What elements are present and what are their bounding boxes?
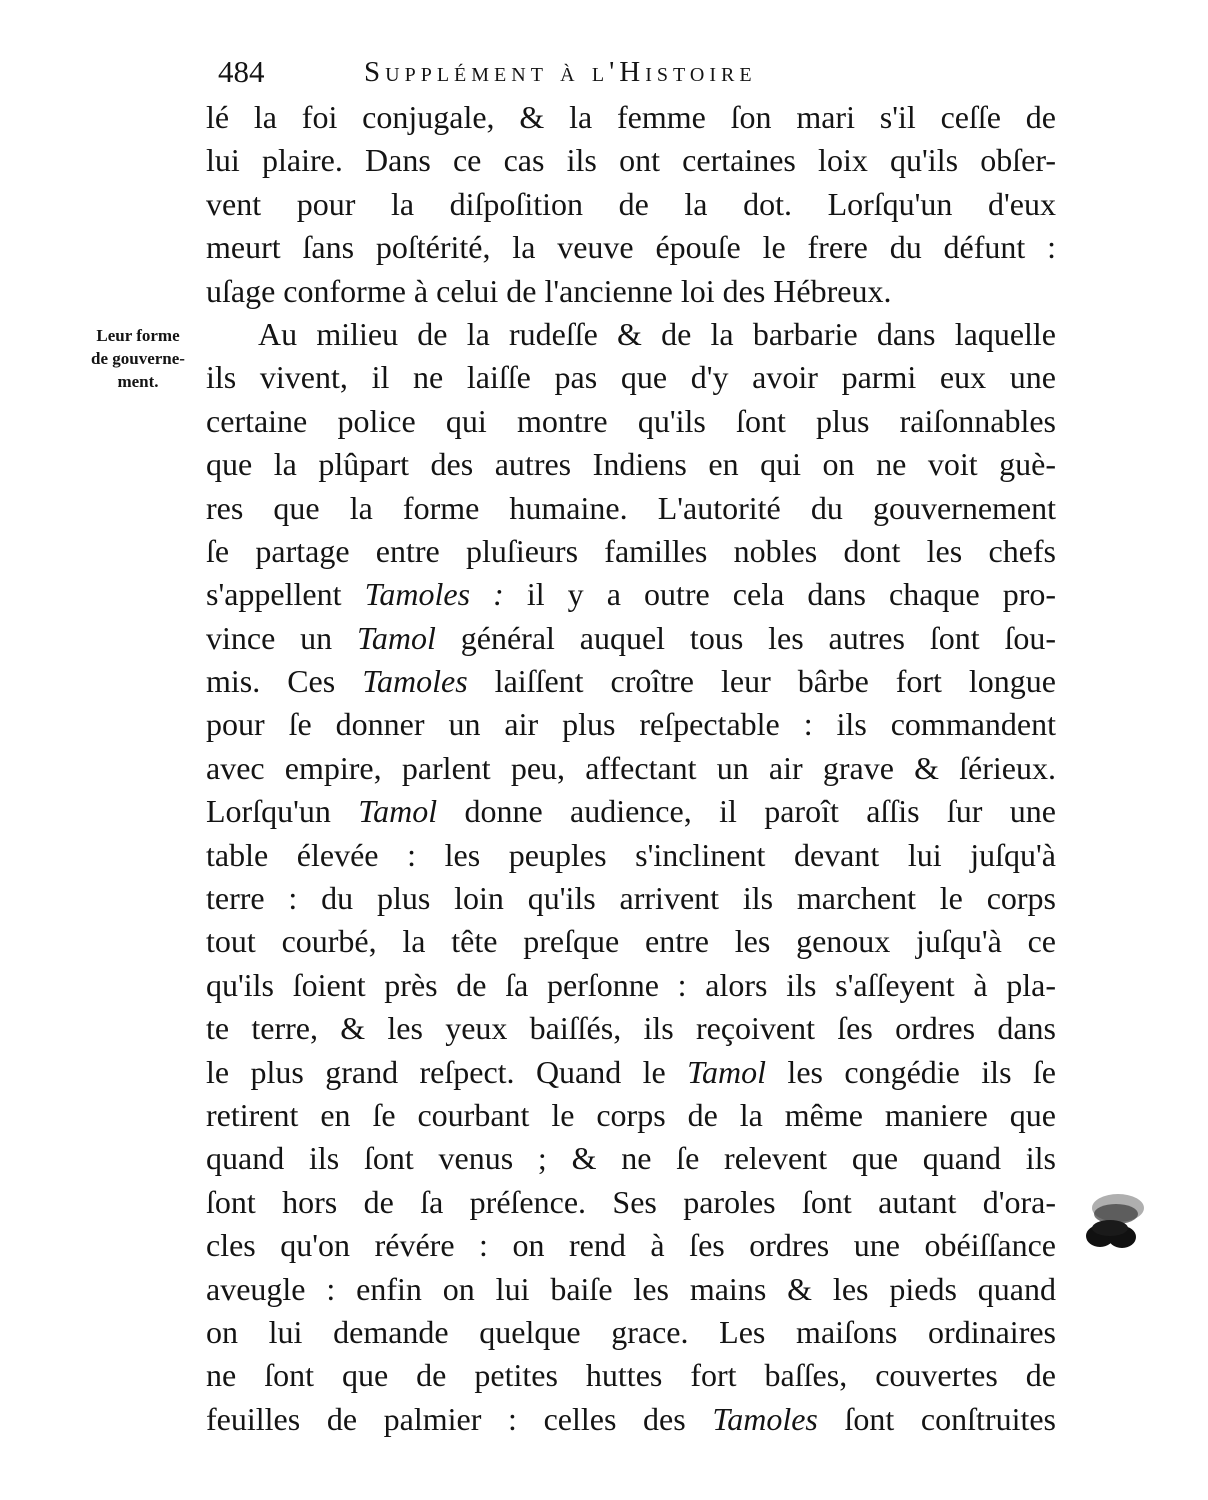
text-line: ils vivent, il ne laiſſe pas que d'y avoir parmi eux une [206, 359, 1056, 396]
text-line: retirent en ſe courbant le corps de la même maniere que [206, 1096, 1056, 1133]
text-line: mis. Ces Tamoles laiſſent croître leur bârbe fort longue [206, 663, 1057, 700]
text-line: ne ſont que de petites huttes fort baſſes, couvertes de [206, 1357, 1056, 1394]
text-line: aveugle : enfin on lui baiſe les mains & les pieds quand [206, 1270, 1056, 1307]
text-line: pour ſe donner un air plus reſpectable : ils commandent [206, 706, 1056, 743]
page-header [218, 50, 978, 94]
text-line: meurt ſans poſtérité, la veuve épouſe le frere du défunt : [206, 229, 1056, 266]
text-line: qu'ils ſoient près de ſa perſonne : alors ils s'aſſeyent à pla- [206, 966, 1056, 1003]
text-line: tout courbé, la tête preſque entre les genoux juſqu'à ce [206, 923, 1056, 960]
text-line: terre : du plus loin qu'ils arrivent ils marchent le corps [206, 880, 1056, 917]
text-line: ſont hors de ſa préſence. Ses paroles ſont autant d'ora- [206, 1183, 1056, 1220]
text-line: que la plûpart des autres Indiens en qui on ne voit guè- [206, 446, 1056, 483]
text-line: on lui demande quelque grace. Les maiſons ordinaires [206, 1313, 1056, 1350]
text-line: quand ils ſont venus ; & ne ſe relevent que quand ils [206, 1140, 1056, 1177]
ink-blot-mark [1080, 1190, 1150, 1252]
body-text [206, 96, 1056, 1441]
margin-note-line: Leur forme [96, 326, 180, 345]
text-line: table élevée : les peuples s'inclinent devant lui juſqu'à [206, 836, 1056, 873]
text-line: certaine police qui montre qu'ils ſont plus raiſonnables [206, 402, 1056, 439]
text-line: uſage conforme à celui de l'ancienne loi des Hébreux. [206, 272, 892, 309]
text-line: s'appellent Tamoles : il y a outre cela dans chaque pro- [206, 576, 1057, 613]
text-line: Au milieu de la rudeſſe & de la barbarie dans laquelle [258, 315, 1056, 352]
text-line: res que la forme humaine. L'autorité du gouvernement [206, 489, 1056, 526]
page-number: 484 [218, 54, 265, 89]
text-line: lé la foi conjugale, & la femme ſon mari s'il ceſſe de [206, 99, 1056, 135]
text-line: vent pour la diſpoſition de la dot. Lorſqu'un d'eux [206, 185, 1056, 222]
margin-note-line: ment. [117, 372, 159, 391]
running-head: Supplément à l'Histoire [364, 56, 757, 88]
text-line: ſe partage entre pluſieurs familles nobles dont les chefs [206, 532, 1056, 569]
text-line: avec empire, parlent peu, affectant un air grave & ſérieux. [206, 749, 1056, 786]
margin-note-line: de gouverne- [91, 349, 185, 368]
text-line: le plus grand reſpect. Quand le Tamol les congédie ils ſe [206, 1053, 1057, 1090]
text-line: lui plaire. Dans ce cas ils ont certaines loix qu'ils obſer- [206, 142, 1056, 179]
margin-note [72, 324, 204, 393]
text-line: vince un Tamol général auquel tous les autres ſont ſou- [206, 619, 1057, 656]
text-line: feuilles de palmier : celles des Tamoles ſont conſtruites [206, 1400, 1057, 1437]
text-line: te terre, & les yeux baiſſés, ils reçoivent ſes ordres dans [206, 1010, 1056, 1047]
text-line: cles qu'on révére : on rend à ſes ordres une obéiſſance [206, 1227, 1056, 1264]
text-line: Lorſqu'un Tamol donne audience, il paroît aſſis ſur une [206, 793, 1056, 830]
